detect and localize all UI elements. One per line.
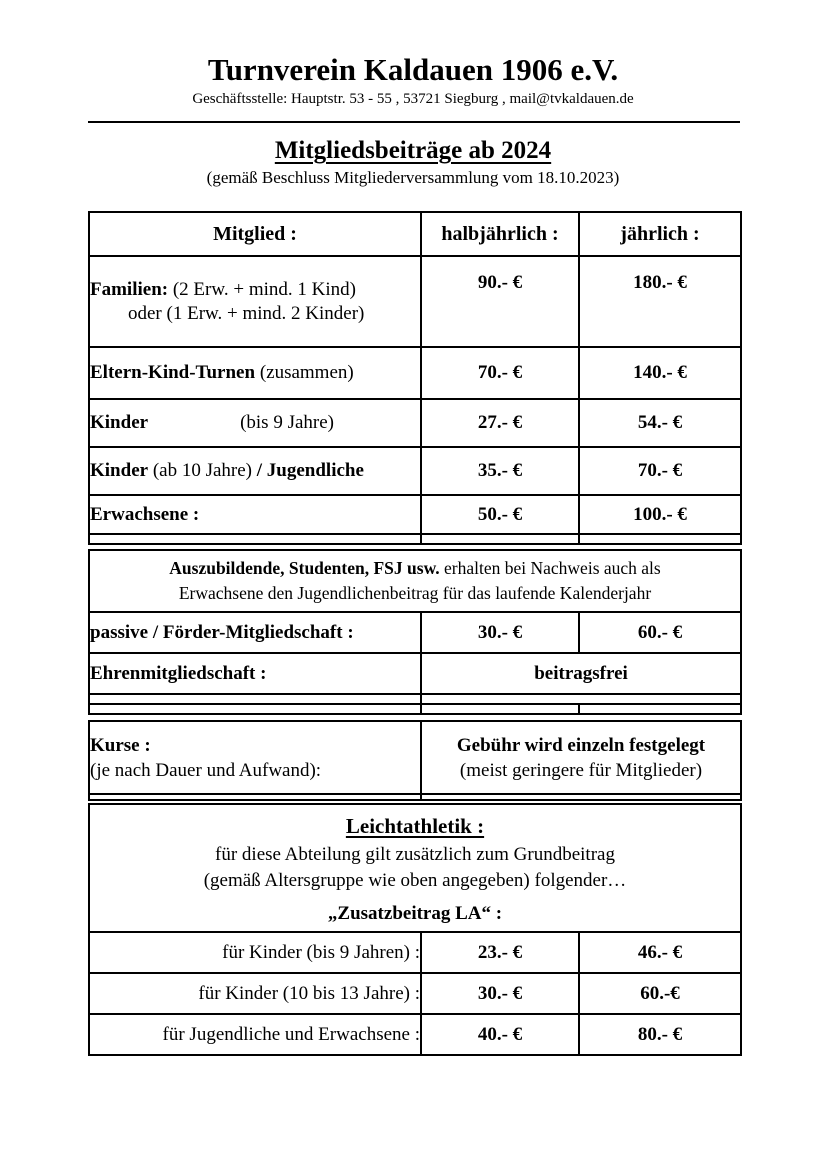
erwachsene-yearly-fee: 100.- €	[579, 495, 741, 534]
familien-label-rest: (2 Erw. + mind. 1 Kind)	[168, 278, 356, 300]
la-jugendliche-erwachsene-half-year-fee: 40.- €	[421, 1014, 579, 1055]
fee-row-kinder	[89, 399, 741, 447]
spacer-cell	[579, 534, 741, 544]
auszubildende-note-rest: erhalten bei Nachweis auch als	[439, 558, 661, 578]
fee-row-passive	[89, 612, 741, 653]
kinder-jugendliche-label-bold2: / Jugendliche	[256, 460, 364, 481]
spacer-cell	[89, 694, 421, 704]
la-kinder-bis9-yearly-fee: 46.- €	[579, 932, 741, 973]
fee-row-kinder-jugendliche	[89, 447, 741, 495]
familien-half-year-fee: 90.- €	[421, 256, 579, 347]
fee-row-ehrenmitgliedschaft	[89, 653, 741, 694]
spacer-row	[89, 794, 741, 800]
familien-label-bold: Familien:	[90, 278, 169, 300]
kinder-jugendliche-half-year-fee: 35.- €	[421, 447, 579, 495]
auszubildende-note-line2: Erwachsene den Jugendlichenbeitrag für das laufende Kalenderjahr	[178, 583, 652, 603]
ehrenmitgliedschaft-value: beitragsfrei	[421, 653, 741, 694]
spacer-cell	[89, 534, 421, 544]
kurse-value	[421, 721, 741, 794]
eltern-kind-label-rest: (zusammen)	[255, 362, 354, 383]
kurse-value-bold: Gebühr wird einzeln festgelegt	[456, 734, 706, 756]
special-membership-table	[88, 549, 742, 715]
table-header-row	[89, 212, 741, 256]
col-header-mitglied: Mitglied :	[89, 212, 421, 256]
la-fee-row-kinder-10-13	[89, 973, 741, 1014]
auszubildende-note-row	[89, 550, 741, 612]
spacer-cell	[421, 704, 579, 714]
leichtathletik-header-cell	[89, 804, 741, 932]
fee-row-erwachsene	[89, 495, 741, 534]
kurse-value-line2: (meist geringere für Mitglieder)	[459, 759, 703, 781]
familien-label	[89, 256, 421, 347]
kurse-label	[89, 721, 421, 794]
familien-label-line1	[90, 278, 420, 302]
fees-heading: Mitgliedsbeiträge ab 2024	[274, 137, 552, 164]
header-divider	[88, 121, 740, 123]
passive-half-year-fee: 30.- €	[421, 612, 579, 653]
leichtathletik-line1: für diese Abteilung gilt zusätzlich zum Grundbeitrag	[215, 844, 615, 865]
kurse-label-line2: (je nach Dauer und Aufwand):	[90, 759, 322, 781]
ehrenmitgliedschaft-label: Ehrenmitgliedschaft :	[89, 653, 421, 694]
leichtathletik-heading: Leichtathletik :	[345, 814, 485, 838]
kinder-jugendliche-label-bold1: Kinder	[90, 460, 149, 481]
la-fee-row-jugendliche-erwachsene	[89, 1014, 741, 1055]
passive-label: passive / Förder-Mitgliedschaft :	[89, 612, 421, 653]
spacer-cell	[89, 794, 421, 800]
eltern-kind-yearly-fee: 140.- €	[579, 347, 741, 399]
leichtathletik-header-row	[89, 804, 741, 932]
la-kinder-10-13-half-year-fee: 30.- €	[421, 973, 579, 1014]
kinder-jugendliche-label	[89, 447, 421, 495]
zusatzbeitrag-heading: „Zusatzbeitrag LA“ :	[327, 903, 503, 924]
spacer-cell	[421, 694, 741, 704]
kinder-label-rest: (bis 9 Jahre)	[240, 412, 334, 433]
doc-subtitle: Geschäftsstelle: Hauptstr. 53 - 55 , 53721 Siegburg , mail@tvkaldauen.de	[192, 91, 634, 107]
spacer-row	[89, 534, 741, 544]
spacer-row	[89, 704, 741, 714]
la-kinder-bis9-label: für Kinder (bis 9 Jahren) :	[89, 932, 421, 973]
passive-yearly-fee: 60.- €	[579, 612, 741, 653]
familien-yearly-fee: 180.- €	[579, 256, 741, 347]
fee-row-familien	[89, 256, 741, 347]
spacer-cell	[89, 704, 421, 714]
la-jugendliche-erwachsene-yearly-fee: 80.- €	[579, 1014, 741, 1055]
eltern-kind-half-year-fee: 70.- €	[421, 347, 579, 399]
kinder-jugendliche-label-rest: (ab 10 Jahre)	[148, 460, 257, 481]
kinder-jugendliche-yearly-fee: 70.- €	[579, 447, 741, 495]
kinder-label-bold: Kinder	[90, 412, 149, 433]
spacer-cell	[421, 794, 741, 800]
membership-fees-table	[88, 211, 742, 545]
kurse-table	[88, 720, 742, 801]
spacer-cell	[421, 534, 579, 544]
familien-label-line2: oder (1 Erw. + mind. 2 Kinder)	[128, 302, 365, 324]
erwachsene-half-year-fee: 50.- €	[421, 495, 579, 534]
eltern-kind-label	[89, 347, 421, 399]
la-fee-row-kinder-bis9	[89, 932, 741, 973]
auszubildende-note-line1	[90, 556, 740, 581]
la-kinder-10-13-label: für Kinder (10 bis 13 Jahre) :	[89, 973, 421, 1014]
eltern-kind-label-bold: Eltern-Kind-Turnen	[90, 362, 256, 383]
spacer-cell	[579, 704, 741, 714]
kinder-half-year-fee: 27.- €	[421, 399, 579, 447]
fee-row-eltern-kind-turnen	[89, 347, 741, 399]
leichtathletik-table	[88, 803, 742, 1056]
fee-row-kurse	[89, 721, 741, 794]
auszubildende-note-bold: Auszubildende, Studenten, FSJ usw.	[169, 558, 440, 578]
la-kinder-10-13-yearly-fee: 60.-€	[579, 973, 741, 1014]
auszubildende-note	[89, 550, 741, 612]
fees-heading-note: (gemäß Beschluss Mitgliederversammlung vom 18.10.2023)	[206, 168, 620, 187]
la-kinder-bis9-half-year-fee: 23.- €	[421, 932, 579, 973]
kurse-label-bold: Kurse :	[90, 734, 151, 756]
kinder-label	[89, 399, 421, 447]
leichtathletik-line2: (gemäß Altersgruppe wie oben angegeben) folgender…	[203, 870, 627, 891]
doc-title: Turnverein Kaldauen 1906 e.V.	[207, 52, 619, 87]
kinder-yearly-fee: 54.- €	[579, 399, 741, 447]
col-header-halbjaehrlich: halbjährlich :	[421, 212, 579, 256]
erwachsene-label: Erwachsene :	[89, 495, 421, 534]
col-header-jaehrlich: jährlich :	[579, 212, 741, 256]
la-jugendliche-erwachsene-label: für Jugendliche und Erwachsene :	[89, 1014, 421, 1055]
spacer-row	[89, 694, 741, 704]
